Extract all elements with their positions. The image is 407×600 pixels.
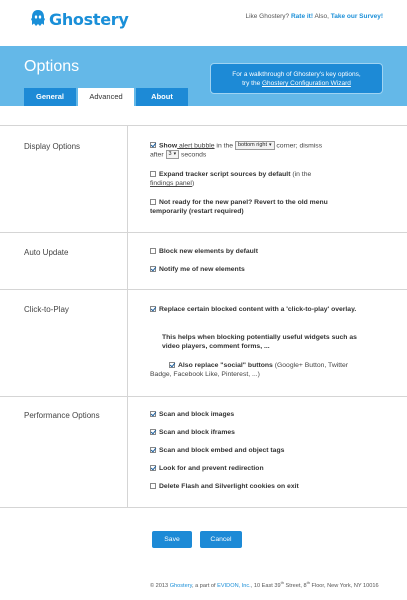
expand-tracker-checkbox[interactable] bbox=[150, 171, 156, 177]
delete-cookies-label: Delete Flash and Silverlight cookies on exit bbox=[159, 483, 299, 490]
footer-mid: , a part of bbox=[191, 582, 218, 589]
walkthrough-text: For a walkthrough of Ghostery's key options, bbox=[232, 71, 361, 78]
tab-advanced[interactable]: Advanced bbox=[78, 88, 134, 106]
alert-position-value: bottom right bbox=[237, 142, 267, 148]
footer-ghostery-link[interactable]: Ghostery bbox=[169, 582, 192, 589]
delete-cookies-checkbox[interactable] bbox=[150, 483, 156, 489]
notify-new-checkbox[interactable] bbox=[150, 266, 156, 272]
footer-sup-2: th bbox=[306, 580, 310, 585]
block-new-label: Block new elements by default bbox=[159, 248, 258, 255]
notify-new-option bbox=[150, 265, 365, 274]
social-buttons-checkbox[interactable] bbox=[169, 362, 175, 368]
footer-address-a: , 10 East 39 bbox=[250, 582, 281, 589]
scan-iframes-option bbox=[150, 428, 365, 437]
click-to-play-label: Click-to-Play bbox=[24, 305, 69, 314]
ghostery-logo bbox=[30, 9, 128, 29]
show-alert-checkbox[interactable] bbox=[150, 142, 156, 148]
footer-copyright: © 2013 bbox=[150, 582, 170, 589]
configuration-wizard-link[interactable]: Ghostery Configuration Wizard bbox=[262, 80, 351, 87]
click-to-play-option bbox=[150, 305, 365, 314]
show-alert-option bbox=[150, 141, 365, 160]
brand-name: Ghostery bbox=[49, 9, 129, 29]
save-button[interactable]: Save bbox=[152, 531, 192, 548]
block-new-checkbox[interactable] bbox=[150, 248, 156, 254]
footer-evidon-link[interactable]: EVIDON, Inc. bbox=[217, 582, 251, 589]
scan-images-label: Scan and block images bbox=[159, 411, 235, 418]
scan-iframes-checkbox[interactable] bbox=[150, 429, 156, 435]
revert-panel-checkbox[interactable] bbox=[150, 199, 156, 205]
walkthrough-box bbox=[210, 63, 383, 94]
click-to-play-text: Replace certain blocked content with a 'click-to-play' overlay. bbox=[159, 306, 357, 313]
revert-panel-option bbox=[150, 198, 365, 216]
promo-also: Also, bbox=[313, 13, 331, 20]
survey-link[interactable]: Take our Survey! bbox=[330, 13, 383, 20]
show-label: Show bbox=[159, 142, 178, 150]
page-title: Options bbox=[24, 58, 80, 75]
social-buttons-rest: (Google+ Button, Twitter Badge, Facebook Like, Pinterest, ...) bbox=[150, 362, 349, 378]
social-buttons-label: Also replace "social" buttons bbox=[178, 362, 273, 369]
delete-cookies-option bbox=[150, 482, 365, 491]
alert-position-select[interactable] bbox=[235, 141, 275, 150]
revert-panel-label: Not ready for the new panel? Revert to the old menu temporarily (restart required) bbox=[150, 199, 328, 215]
expand-tracker-rest: (in the bbox=[290, 171, 312, 178]
footer-address-c: Floor, New York, NY 10016 bbox=[309, 582, 379, 589]
scan-images-option bbox=[150, 410, 365, 419]
walkthrough-text-2: try the bbox=[242, 80, 262, 87]
prevent-redirection-checkbox[interactable] bbox=[150, 465, 156, 471]
footer-address-b: Street, 8 bbox=[283, 582, 307, 589]
click-to-play-help-text: This helps when blocking potentially useful widgets such as video players, comment forms, ... bbox=[162, 334, 357, 350]
expand-tracker-label: Expand tracker script sources by default bbox=[159, 171, 291, 178]
prevent-redirection-option bbox=[150, 464, 365, 473]
display-options-label: Display Options bbox=[24, 142, 81, 151]
dismiss-seconds-value: 3 bbox=[168, 151, 172, 158]
rate-it-link[interactable]: Rate it! bbox=[290, 13, 314, 20]
in-the-text: in the bbox=[214, 142, 235, 150]
tab-general[interactable]: General bbox=[24, 88, 76, 106]
click-to-play-checkbox[interactable] bbox=[150, 306, 156, 312]
scan-images-checkbox[interactable] bbox=[150, 411, 156, 417]
expand-tracker-close: ) bbox=[191, 180, 195, 187]
footer bbox=[150, 579, 380, 590]
block-new-option bbox=[150, 247, 365, 256]
promo-prefix: Like Ghostery? bbox=[245, 13, 291, 20]
scan-embed-checkbox[interactable] bbox=[150, 447, 156, 453]
tab-about[interactable]: About bbox=[136, 88, 188, 106]
scan-iframes-label: Scan and block iframes bbox=[159, 429, 235, 436]
alert-bubble-link[interactable]: alert bubble bbox=[177, 142, 215, 150]
top-bar bbox=[0, 0, 407, 46]
prevent-redirection-label: Look for and prevent redirection bbox=[159, 465, 264, 472]
chevron-down-icon: ▾ bbox=[269, 142, 272, 148]
after-text: after bbox=[150, 151, 166, 159]
promo-text bbox=[245, 13, 383, 20]
seconds-text: seconds bbox=[179, 151, 207, 159]
notify-new-label: Notify me of new elements bbox=[159, 266, 245, 273]
auto-update-section bbox=[0, 232, 407, 289]
chevron-down-icon: ▾ bbox=[173, 151, 177, 158]
social-buttons-option bbox=[150, 361, 365, 379]
cancel-button[interactable]: Cancel bbox=[200, 531, 242, 548]
performance-options-label: Performance Options bbox=[24, 411, 100, 420]
ghost-icon bbox=[30, 9, 46, 29]
scan-embed-option bbox=[150, 446, 365, 455]
expand-tracker-option bbox=[150, 170, 365, 188]
dismiss-seconds-select[interactable] bbox=[166, 150, 180, 159]
corner-dismiss-text: corner; dismiss bbox=[274, 142, 323, 150]
findings-panel-link[interactable]: findings panel bbox=[150, 180, 192, 187]
tab-bar bbox=[24, 88, 190, 106]
auto-update-label: Auto Update bbox=[24, 248, 69, 257]
footer-sup-1: th bbox=[280, 580, 284, 585]
click-to-play-help bbox=[162, 333, 365, 351]
scan-embed-label: Scan and block embed and object tags bbox=[159, 447, 285, 454]
